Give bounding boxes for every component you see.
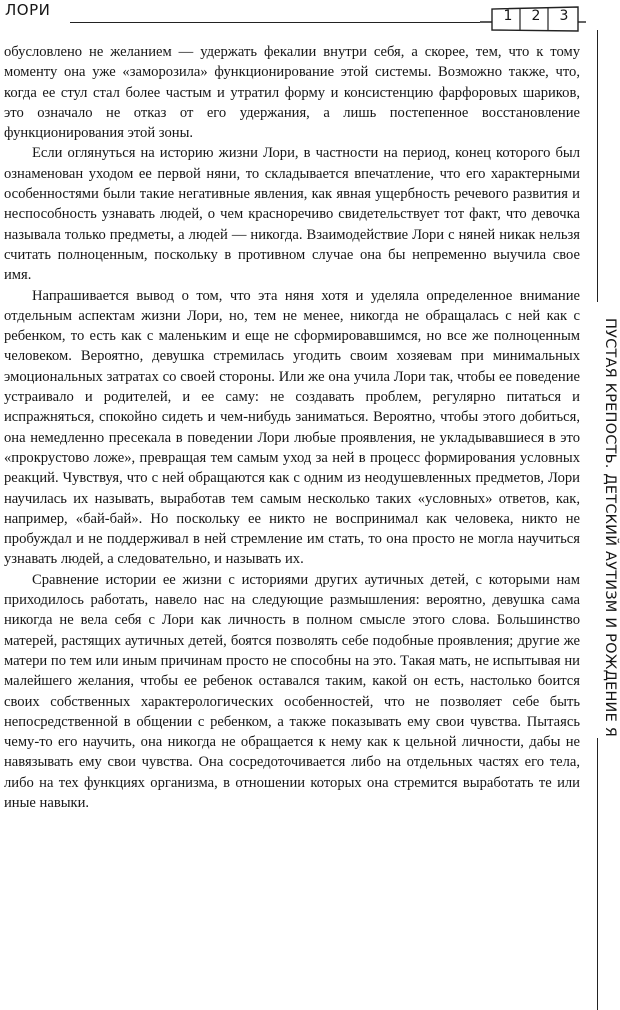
- page-number-box: [478, 5, 586, 33]
- paragraph: Напрашивается вывод о том, что эта няня хотя и уделяла определенное внимание отдельным аспектам жизни Лори, но, тем не менее, никогда не обращалась с ней как с ребенком, то есть как с маленьким и еще не сформировавшимся, но все же полноценным человеком. Вероятно, девушка стремилась угодить своим хозяевам при минимальных эмоциональных затратах со своей стороны. Или же она учила Лори так, чтобы ее поведение устраивало и родителей, и ее саму: не создавать проблем, регулярно питаться и испражняться, спокойно сидеть и чем-нибудь заниматься. Вероятно, чтобы этого добиться, она немедленно пресекала в поведении Лори любые проявления, не укладывавшиеся в это «прокрустово ложе», превращая тем самым уход за ней в процесс формирования условных реакций. Чувствуя, что с ней обращаются как с одним из неодушевленных предметов, Лори научилась их называть, выработав тем самым несколько таких «условных» ответов, как, например, «бай-бай». Но поскольку ее никто не воспринимал как человека, никто не пробуждал и не поддерживал в ней стремление им стать, то она просто не могла научиться узнавать людей, а следовательно, и называть их.: [4, 287, 580, 568]
- header-rule: [70, 22, 480, 23]
- paragraph: Сравнение истории ее жизни с историями других аутичных детей, с которыми нам приходилось работать, навело нас на следующие размышления: вероятно, девушка сама никогда не вела себя с Лори как личность в полном смысле этого слова. Большинство матерей, растящих аутичных детей, боятся позволять себе подобные проявления; другие же матери по тем или иным причинам просто не способны на это. Такая мать, не испытывая ни малейшего желания, чтобы ее ребенок оставался таким, какой он есть, настолько боится своих собственных характерологических особенностей, что не позволяет себе быть непосредственной в общении с ребенком, а также показывать ему свои чувства. Пытаясь чему-то его научить, она никогда не обращается к нему как к цельной личности, дабы не навязывать ему свои чувства. Она сосредоточивается либо на отдельных частях его тела, либо на тех функциях организма, в отношении которых она стремится выработать те или иные навыки.: [4, 571, 580, 811]
- page-digit: 1: [503, 8, 513, 24]
- page-digit: 2: [531, 8, 541, 24]
- page-digit: 3: [559, 8, 569, 24]
- side-book-title: ПУСТАЯ КРЕПОСТЬ. ДЕТСКИЙ АУТИЗМ И РОЖДЕНИЕ Я: [602, 318, 618, 738]
- running-title: ЛОРИ: [5, 1, 51, 19]
- page-digits: [494, 8, 578, 24]
- side-rule-top: [597, 30, 598, 302]
- paragraph: Если оглянуться на историю жизни Лори, в частности на период, конец которого был ознаменован уходом ее первой няни, то складывается впечатление, что его характерными особенностями были такие негативные явления, как явная ущербность речевого развития и неспособность узнавать людей, о чем красноречиво свидетельствует тот факт, что девочка называла только предметы, а людей — никогда. Взаимодействие Лори с няней никак нельзя считать полноценным, поскольку в противном случае она бы непременно выучила свое имя.: [4, 145, 580, 284]
- body-text: [4, 42, 580, 813]
- side-rule-bottom: [597, 738, 598, 1010]
- paragraph: обусловлено не желанием — удержать фекалии внутри себя, а скорее, тем, что к тому моменту она уже «заморозила» функционирование этой системы. Возможно также, что, когда ее стул стал более частым и утратил форму и консистенцию фарфоровых шариков, это означало не отказ от его удержания, а лишь постепенное восстановление функционирования этой зоны.: [4, 44, 580, 142]
- page-header: [0, 0, 620, 40]
